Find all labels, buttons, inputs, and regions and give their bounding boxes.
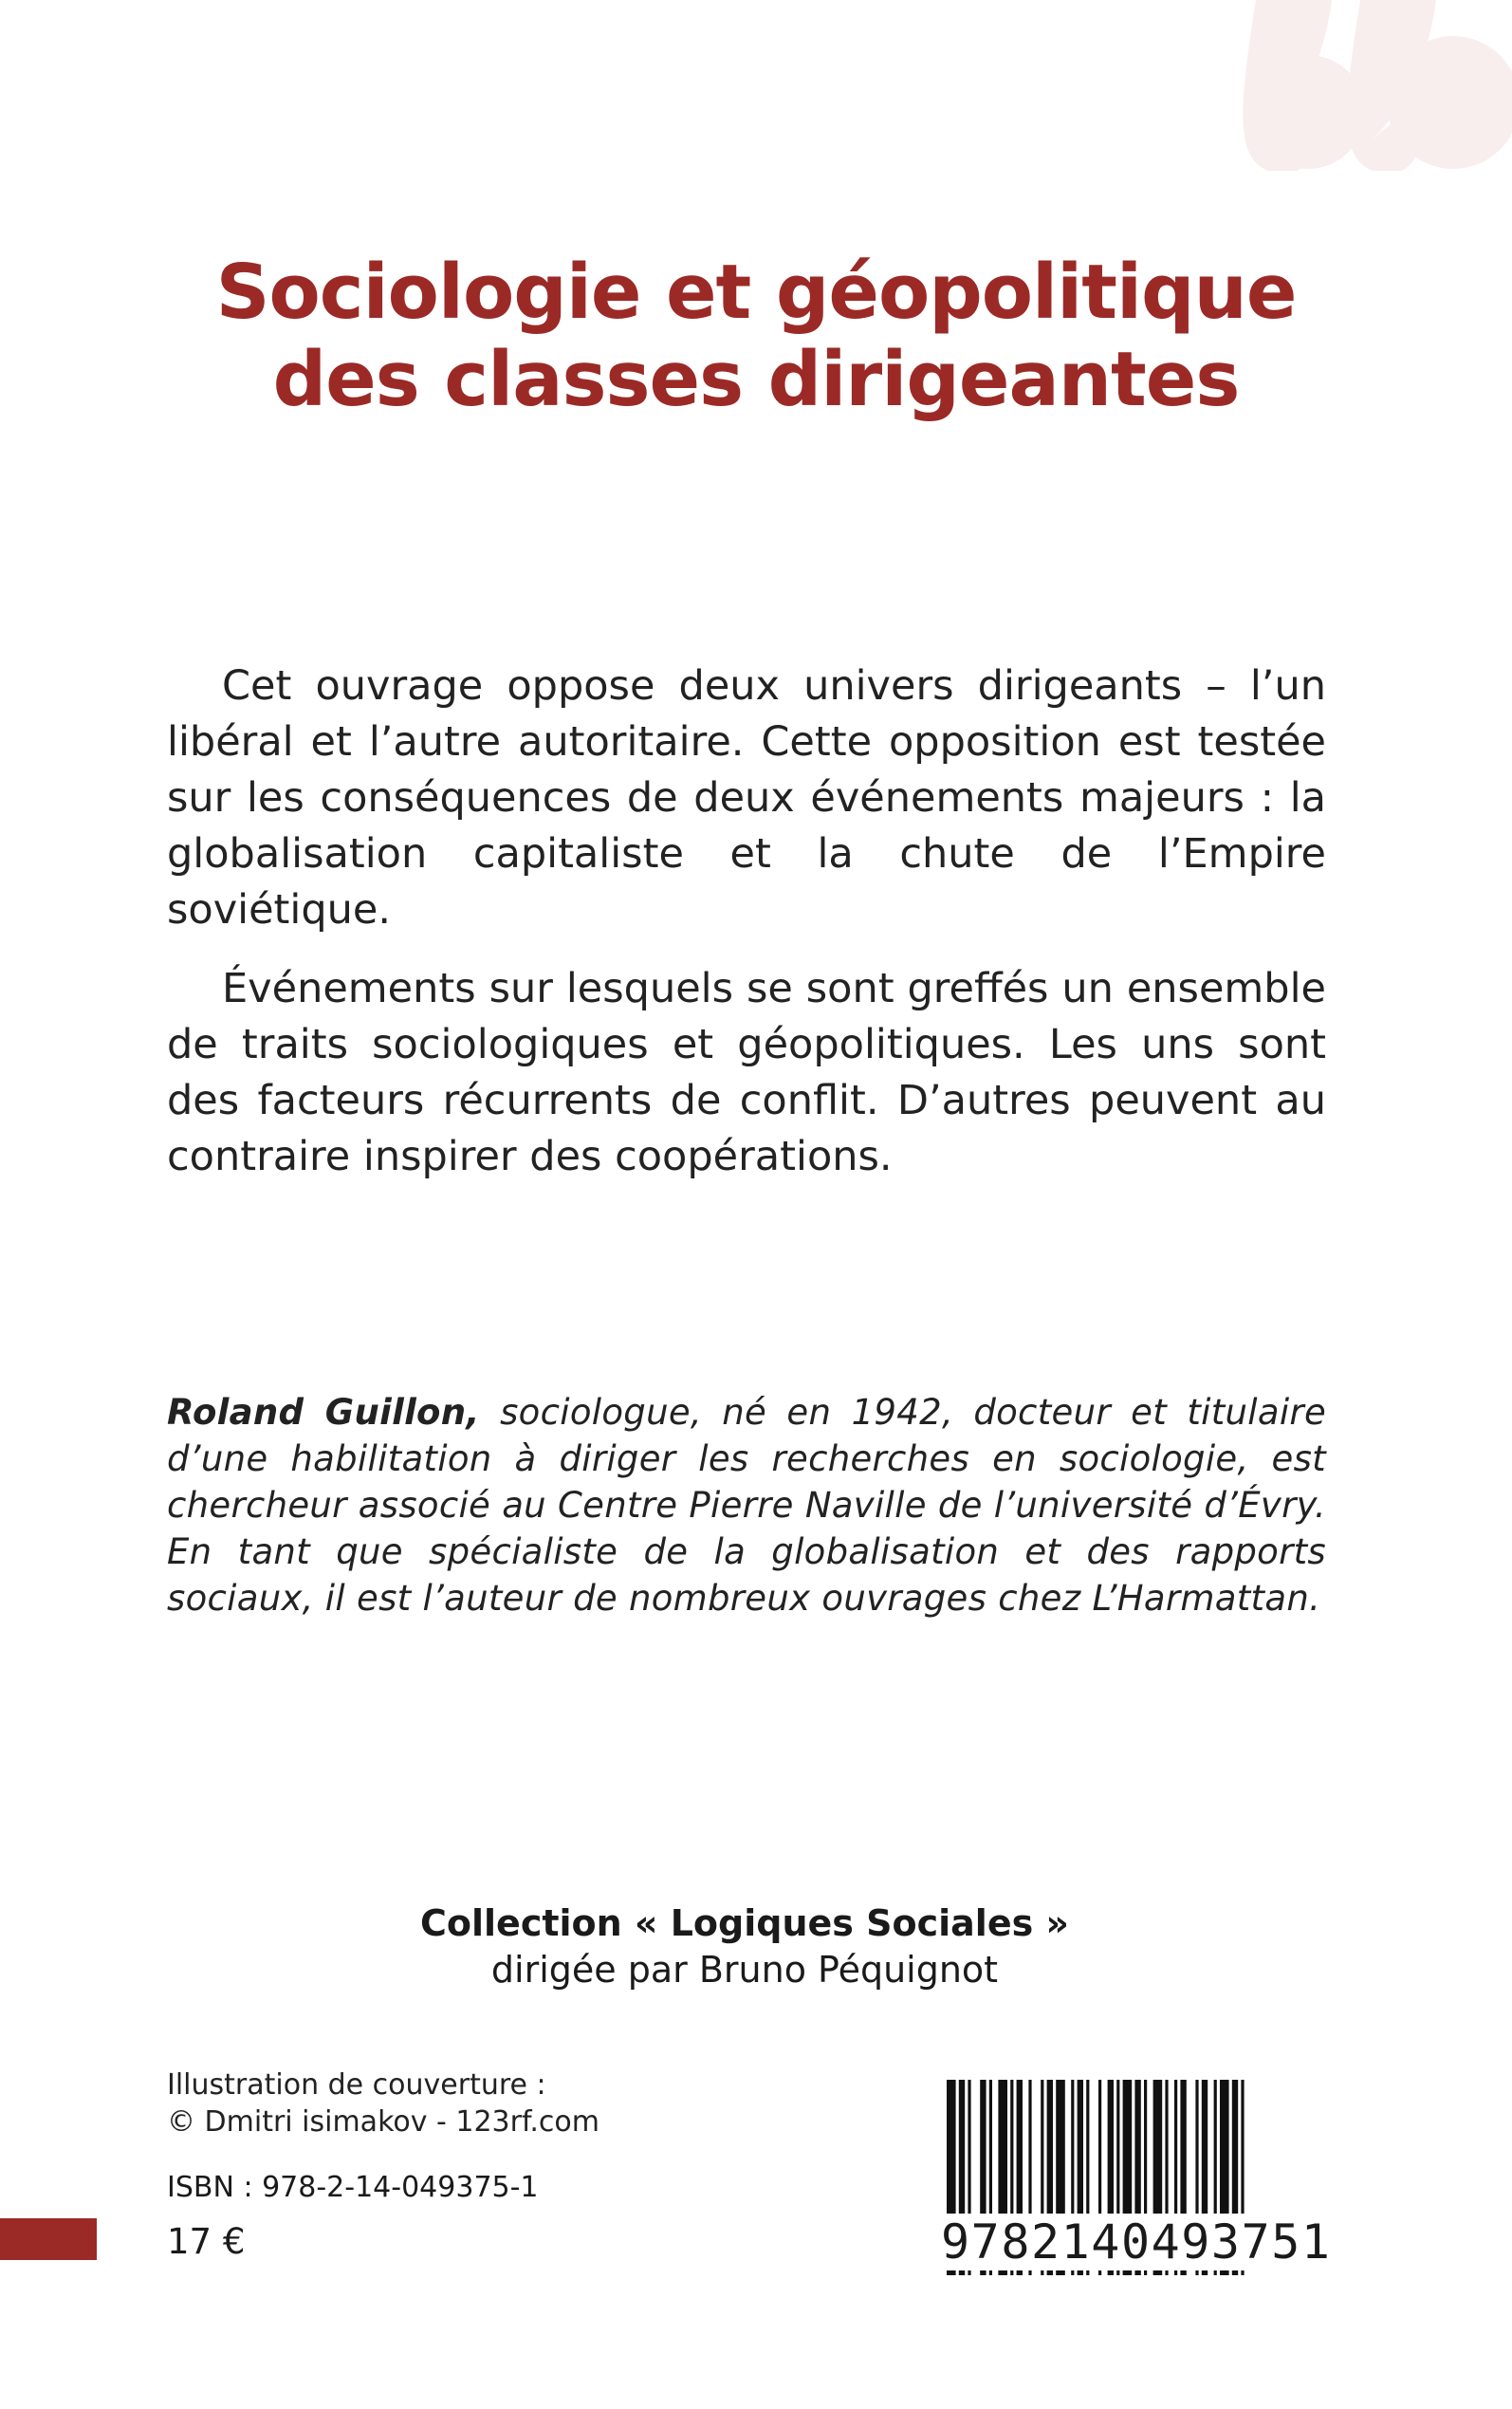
isbn: ISBN : 978-2-14-049375-1 <box>167 2171 539 2204</box>
barcode-digit: 4 <box>1151 2214 1180 2270</box>
book-summary <box>167 658 1326 1208</box>
barcode-digit: 5 <box>1271 2214 1300 2270</box>
barcode-digit: 9 <box>1181 2214 1210 2270</box>
closing-quote-icon <box>1189 0 1512 171</box>
title-line-2: des classes dirigeantes <box>272 336 1240 423</box>
price: 17 € <box>167 2221 246 2262</box>
illustration-credits <box>167 2066 599 2140</box>
barcode-digit: 7 <box>970 2214 1000 2270</box>
author-name: Roland Guillon, <box>167 1392 480 1433</box>
title-line-1: Sociologie et géopolitique <box>215 249 1297 336</box>
illustration-credit: © Dmitri isimakov - 123rf.com <box>167 2105 599 2139</box>
barcode-digit: 8 <box>1001 2214 1030 2270</box>
illustration-label: Illustration de couverture : <box>167 2068 546 2102</box>
summary-paragraph-1: Cet ouvrage oppose deux univers dirigeants – l’un libéral et l’autre autoritaire. Cette opposition est testée sur les conséquences de deux événements majeurs : la globalisation capitaliste et la chute de l’Empire soviétique. <box>167 662 1326 934</box>
barcode-digit: 9 <box>941 2214 970 2270</box>
collection-director: dirigée par Bruno Péquignot <box>490 1949 999 1991</box>
barcode-digit: 1 <box>1300 2214 1330 2270</box>
barcode-digit: 3 <box>1210 2214 1241 2270</box>
barcode-digit: 4 <box>1091 2214 1120 2270</box>
collection-info <box>0 1900 1489 1993</box>
collection-name: Collection « Logiques Sociales » <box>420 1902 1069 1944</box>
barcode-digit: 1 <box>1060 2214 1090 2270</box>
summary-paragraph-2: Événements sur lesquels se sont greffés un ensemble de traits sociologiques et géopolitiques. Les uns sont des facteurs récurrents de conflit. D’autres peuvent au contraire inspirer des coopérations. <box>167 965 1326 1180</box>
author-bio-text: sociologue, né en 1942, docteur et titulaire d’une habilitation à diriger les recherches en sociologie, est chercheur associé au Centre Pierre Naville de l’université d’Évry. En tant que spécialiste de la globalisation et des rapports sociaux, il est l’auteur de nombreux ouvrages chez L’Harmattan. <box>167 1392 1327 1619</box>
barcode-digit: 7 <box>1241 2214 1270 2270</box>
author-bio <box>167 1389 1326 1621</box>
barcode-digit: 2 <box>1030 2214 1060 2270</box>
accent-bar <box>0 2218 97 2260</box>
barcode-digits <box>941 2214 1330 2270</box>
book-title <box>0 249 1512 423</box>
barcode-digit: 0 <box>1120 2214 1151 2270</box>
